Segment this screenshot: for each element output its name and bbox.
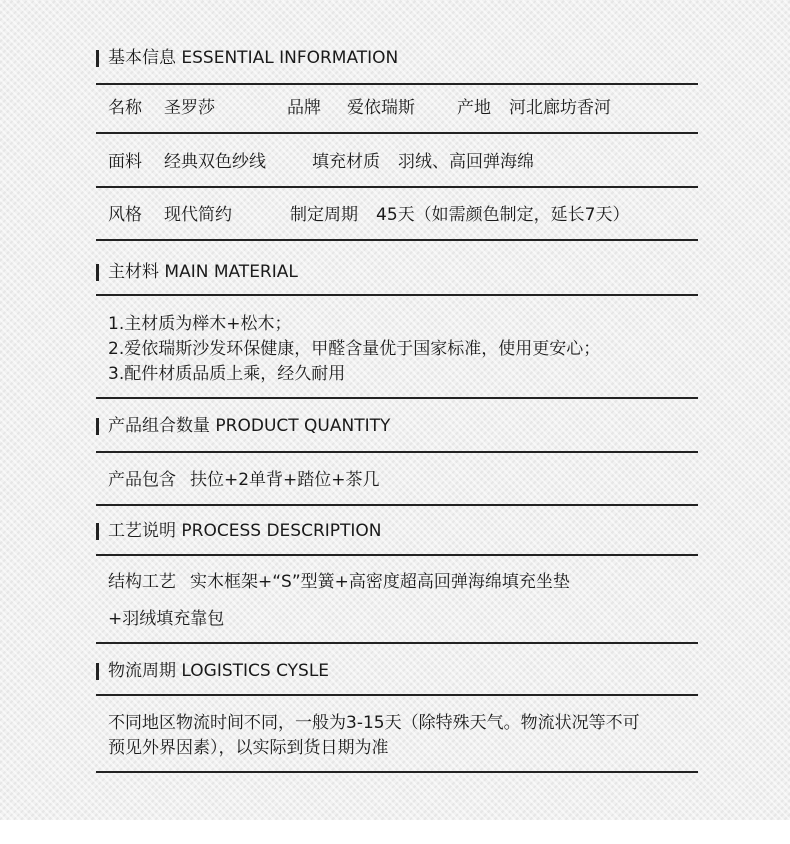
divider bbox=[96, 294, 698, 296]
divider bbox=[96, 83, 698, 85]
divider bbox=[96, 694, 698, 696]
style-label: 风格 bbox=[108, 205, 142, 225]
section-marker bbox=[96, 523, 99, 540]
divider bbox=[96, 239, 698, 241]
origin-value: 河北廊坊香河 bbox=[509, 98, 611, 118]
quantity-row bbox=[108, 470, 380, 490]
divider bbox=[96, 771, 698, 773]
name-label: 名称 bbox=[108, 98, 142, 118]
brand-label: 品牌 bbox=[287, 98, 321, 118]
name-value: 圣罗莎 bbox=[164, 98, 215, 118]
fill-label: 填充材质 bbox=[312, 152, 380, 172]
section-title-material: 主材料 MAIN MATERIAL bbox=[108, 262, 298, 282]
section-title-quantity: 产品组合数量 PRODUCT QUANTITY bbox=[108, 416, 391, 436]
origin-label: 产地 bbox=[457, 98, 491, 118]
process-row bbox=[108, 572, 570, 592]
fill-value: 羽绒、高回弹海绵 bbox=[398, 152, 534, 172]
section-marker bbox=[96, 418, 99, 435]
divider bbox=[96, 132, 698, 134]
material-line-2: 2.爱依瑞斯沙发环保健康，甲醛含量优于国家标准，使用更安心； bbox=[108, 339, 601, 359]
cycle-label: 制定周期 bbox=[290, 205, 358, 225]
logistics-line-1: 不同地区物流时间不同，一般为3-15天（除特殊天气。物流状况等不可 bbox=[108, 713, 640, 733]
divider bbox=[96, 451, 698, 453]
divider bbox=[96, 504, 698, 506]
process-value: 实木框架+“S”型簧+高密度超高回弹海绵填充坐垫 bbox=[190, 572, 570, 592]
section-marker bbox=[96, 264, 99, 281]
section-title-process: 工艺说明 PROCESS DESCRIPTION bbox=[108, 521, 382, 541]
divider bbox=[96, 642, 698, 644]
divider bbox=[96, 554, 698, 556]
basic-row-1 bbox=[108, 98, 611, 118]
basic-row-3 bbox=[108, 205, 629, 225]
material-line-3: 3.配件材质品质上乘，经久耐用 bbox=[108, 364, 346, 384]
style-value: 现代简约 bbox=[164, 205, 232, 225]
quantity-label: 产品包含 bbox=[108, 470, 176, 490]
section-title-logistics: 物流周期 LOGISTICS CYSLE bbox=[108, 661, 330, 681]
logistics-line-2: 预见外界因素），以实际到货日期为准 bbox=[108, 738, 389, 758]
quantity-value: 扶位+2单背+踏位+茶几 bbox=[190, 470, 380, 490]
cycle-value: 45天（如需颜色制定，延长7天） bbox=[376, 205, 630, 225]
fabric-value: 经典双色纱线 bbox=[164, 152, 266, 172]
process-row-2: +羽绒填充靠包 bbox=[108, 609, 225, 629]
brand-value: 爱依瑞斯 bbox=[347, 98, 415, 118]
fabric-label: 面料 bbox=[108, 152, 142, 172]
material-line-1: 1.主材质为榉木+松木； bbox=[108, 314, 292, 334]
section-marker bbox=[96, 50, 99, 67]
divider bbox=[96, 186, 698, 188]
basic-row-2 bbox=[108, 152, 534, 172]
section-title-basic: 基本信息 ESSENTIAL INFORMATION bbox=[108, 48, 399, 68]
divider bbox=[96, 397, 698, 399]
process-label: 结构工艺 bbox=[108, 572, 176, 592]
section-marker bbox=[96, 663, 99, 680]
